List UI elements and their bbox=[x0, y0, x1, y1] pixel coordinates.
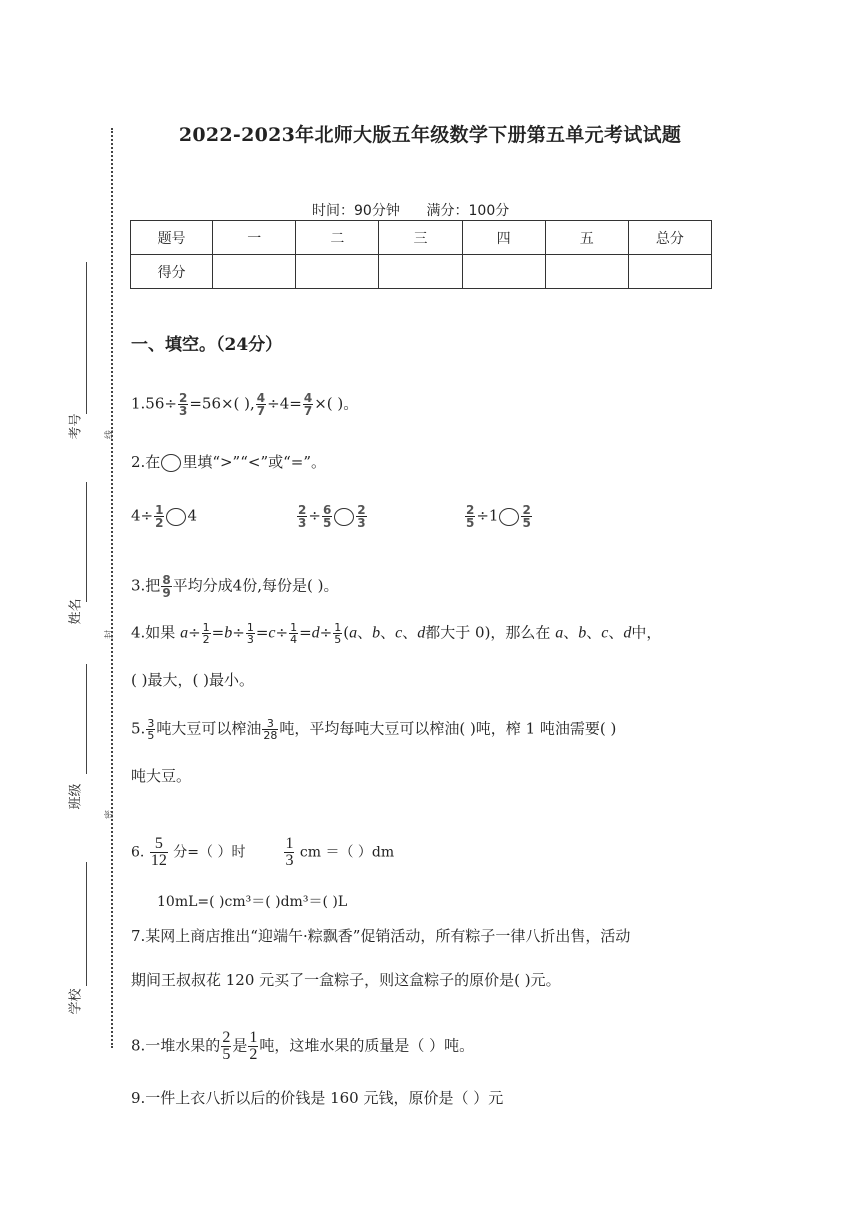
question-2-item-3: $\frac{2}{5}$ ÷1 $\frac{2}{5}$ bbox=[466, 503, 531, 530]
compare-circle[interactable] bbox=[166, 508, 186, 526]
score-cell[interactable] bbox=[545, 255, 628, 289]
score-table-score-row bbox=[131, 255, 712, 289]
header-cell: 三 bbox=[379, 221, 462, 255]
exam-number-line bbox=[86, 262, 87, 414]
header-cell: 五 bbox=[545, 221, 628, 255]
score-cell[interactable] bbox=[213, 255, 296, 289]
answer-circle bbox=[161, 454, 181, 472]
question-1: 1.56÷ $\frac{2}{3}$ =56×( ), $\frac{4}{7}$ ÷4= $\frac{4}{7}$ ×( )。 bbox=[131, 391, 359, 418]
question-4: 4.如果 a÷ $\frac{1}{2}$ =b÷ $\frac{1}{3}$ =c÷ $\frac{1}{4}$ =d÷ $\frac{1}{5}$ (a、b、c、d都大于 0)，那么在 a、b、c、d中， bbox=[131, 621, 662, 646]
question-9: 9.一件上衣八折以后的价钱是 160 元钱，原价是（ ）元 bbox=[131, 1089, 504, 1107]
fraction: $\frac{2}{5}$ bbox=[466, 503, 475, 530]
seal-mark-mi: 密 bbox=[105, 809, 116, 820]
name-label: 姓名 bbox=[68, 598, 84, 625]
seal-mark-feng: 封 bbox=[105, 629, 116, 640]
header-cell: 二 bbox=[296, 221, 379, 255]
question-6: 6. $\frac{5}{12}$ 分=（ ）时 $\frac{1}{3}$ cm ＝（ ）dm bbox=[131, 835, 395, 869]
question-2: 2.在 里填“>”“<”或“=”。 bbox=[131, 453, 327, 471]
score-row-label: 得分 bbox=[131, 255, 213, 289]
fraction: $\frac{1}{3}$ bbox=[285, 835, 294, 869]
fraction: $\frac{8}{9}$ bbox=[162, 573, 171, 600]
fraction: $\frac{1}{2}$ bbox=[249, 1029, 258, 1063]
fraction: $\frac{2}{3}$ bbox=[178, 391, 188, 418]
school-line bbox=[86, 862, 87, 986]
question-6-line-2: 10mL=( )cm³＝( )dm³＝( )L bbox=[157, 894, 348, 910]
fraction: $\frac{1}{2}$ bbox=[155, 503, 164, 530]
compare-circle[interactable] bbox=[334, 508, 354, 526]
fraction: $\frac{1}{5}$ bbox=[334, 621, 342, 646]
header-cell: 题号 bbox=[131, 221, 213, 255]
question-2-item-1: 4÷ $\frac{1}{2}$ 4 bbox=[131, 503, 198, 530]
fraction: $\frac{4}{7}$ bbox=[303, 391, 313, 418]
fraction: $\frac{6}{5}$ bbox=[322, 503, 332, 530]
fraction: $\frac{5}{12}$ bbox=[150, 835, 167, 869]
header-cell: 总分 bbox=[628, 221, 711, 255]
score-table-header-row bbox=[131, 221, 712, 255]
question-3: 3.把 $\frac{8}{9}$ 平均分成4份,每份是( )。 bbox=[131, 573, 339, 600]
question-7-line-2: 期间王叔叔花 120 元买了一盒粽子，则这盒粽子的原价是( )元。 bbox=[131, 971, 561, 989]
fraction: $\frac{2}{3}$ bbox=[357, 503, 366, 530]
question-7: 7.某网上商店推出“迎端午·粽飘香”促销活动，所有粽子一律八折出售，活动 bbox=[131, 927, 631, 945]
question-2-item-2: $\frac{2}{3}$ ÷ $\frac{6}{5}$ $\frac{2}{3}$ bbox=[298, 503, 366, 530]
score-table bbox=[130, 220, 712, 289]
class-label: 班级 bbox=[68, 783, 84, 810]
question-5-line-2: 吨大豆。 bbox=[131, 767, 192, 785]
fraction: $\frac{1}{2}$ bbox=[202, 621, 210, 646]
exam-number-label: 考号 bbox=[68, 413, 84, 440]
question-5: 5. $\frac{3}{5}$ 吨大豆可以榨油 $\frac{3}{28}$ 吨，平均每吨大豆可以榨油( )吨，榨 1 吨油需要( ) bbox=[131, 717, 617, 742]
exam-meta: 时间：90分钟 满分：100分 bbox=[312, 203, 510, 219]
class-line bbox=[86, 664, 87, 774]
score-cell[interactable] bbox=[628, 255, 711, 289]
score-cell[interactable] bbox=[379, 255, 462, 289]
fraction: $\frac{3}{28}$ bbox=[263, 717, 278, 742]
header-cell: 一 bbox=[213, 221, 296, 255]
fraction: $\frac{1}{4}$ bbox=[290, 621, 298, 646]
question-8: 8.一堆水果的 $\frac{2}{5}$ 是 $\frac{1}{2}$ 吨，这堆水果的质量是（ ）吨。 bbox=[131, 1029, 475, 1063]
fraction: $\frac{2}{5}$ bbox=[522, 503, 531, 530]
fraction: $\frac{4}{7}$ bbox=[256, 391, 266, 418]
fraction: $\frac{2}{5}$ bbox=[222, 1029, 231, 1063]
section-1-heading: 一、填空。（24分） bbox=[131, 335, 283, 355]
name-line bbox=[86, 482, 87, 602]
binding-dotted-line bbox=[111, 128, 113, 1048]
header-cell: 四 bbox=[462, 221, 545, 255]
fraction: $\frac{1}{3}$ bbox=[246, 621, 254, 646]
fraction: $\frac{2}{3}$ bbox=[298, 503, 307, 530]
score-cell[interactable] bbox=[296, 255, 379, 289]
compare-circle[interactable] bbox=[499, 508, 519, 526]
exam-title: 2022-2023年北师大版五年级数学下册第五单元考试试题 bbox=[178, 124, 682, 146]
score-cell[interactable] bbox=[462, 255, 545, 289]
question-4-line-2: ( )最大，( )最小。 bbox=[131, 671, 254, 689]
school-label: 学校 bbox=[68, 988, 84, 1015]
fraction: $\frac{3}{5}$ bbox=[147, 717, 155, 742]
seal-mark-xian: 线 bbox=[105, 429, 116, 440]
